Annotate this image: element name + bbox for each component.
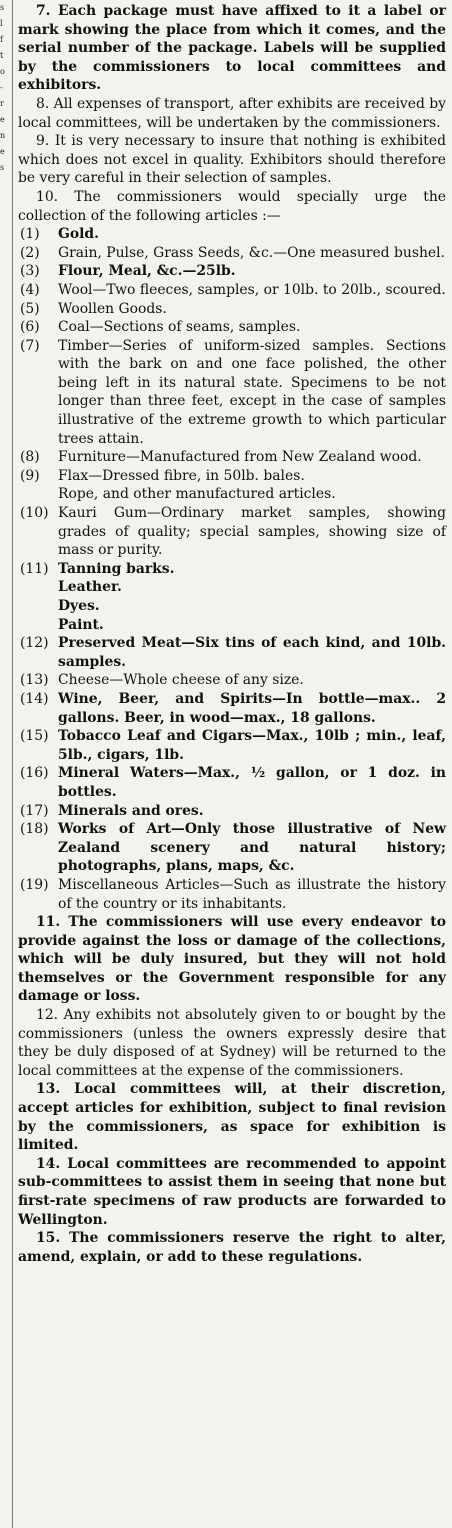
item-number: (17)	[20, 802, 49, 819]
regulation-paragraph	[18, 1155, 446, 1229]
margin-letter: o	[0, 67, 5, 76]
regulations-article	[18, 2, 446, 1266]
item-number: (3)	[20, 263, 40, 280]
paragraph-text: Local committees will, at their discretion, accept articles for exhibition, subject to final revision by the commissioners, as space for exhibition is limited.	[18, 1081, 446, 1154]
item-number: (12)	[20, 635, 49, 652]
regulation-paragraph	[18, 95, 446, 132]
item-text: Minerals and ores.	[58, 802, 204, 819]
item-number: (18)	[20, 821, 49, 838]
article-item	[18, 634, 446, 671]
article-item	[18, 504, 446, 560]
item-text: Woollen Goods.	[58, 300, 167, 317]
regulation-paragraph	[18, 188, 446, 225]
paragraph-number: 8.	[36, 95, 50, 112]
regulation-paragraph	[18, 913, 446, 1006]
item-text: Gold.	[58, 226, 99, 243]
paragraph-number: 7.	[36, 3, 51, 19]
margin-letter: f	[0, 35, 3, 44]
item-text: Works of Art—Only those illustrative of New Zealand scenery and natural history; photographs, plans, maps, &c.	[58, 821, 446, 875]
item-text: Leather.	[58, 579, 122, 596]
regulation-paragraph	[18, 1080, 446, 1154]
item-text: Wine, Beer, and Spirits—In bottle—max.. 2 gallons. Beer, in wood—max., 18 gallons.	[58, 690, 446, 726]
article-item	[18, 764, 446, 801]
adjacent-column-fragment	[0, 0, 10, 210]
margin-letter: l	[0, 19, 3, 28]
item-text: Dyes.	[58, 598, 100, 614]
regulation-paragraph	[18, 2, 446, 95]
article-item	[18, 820, 446, 876]
item-number: (11)	[20, 560, 49, 577]
article-item	[18, 690, 446, 727]
item-number: (9)	[20, 467, 40, 484]
regulation-paragraph	[18, 132, 446, 188]
item-number: (10)	[20, 505, 49, 522]
item-text: Flax—Dressed fibre, in 50lb. bales.	[58, 467, 305, 484]
regulation-paragraph	[18, 1006, 446, 1080]
margin-letter: s	[0, 3, 5, 12]
item-number: (1)	[20, 226, 40, 243]
article-item	[18, 337, 446, 449]
item-text: Mineral Waters—Max., ½ gallon, or 1 doz. in bottles.	[58, 765, 446, 800]
article-item	[18, 244, 446, 263]
article-item	[18, 262, 446, 281]
margin-letter: r	[0, 99, 4, 108]
column-rule	[12, 0, 13, 1528]
margin-letter: -	[0, 83, 3, 92]
paragraph-text: Any exhibits not absolutely given to or bought by the commissioners (unless the owners expressly desire that they be duly disposed of at Sydney) will be returned to the local committees at the expense of the commissioners.	[18, 1007, 446, 1079]
article-item	[18, 671, 446, 690]
margin-letter: e	[0, 115, 5, 124]
item-text: Paint.	[58, 616, 104, 633]
item-number: (6)	[20, 319, 40, 336]
article-item	[18, 448, 446, 467]
item-number: (13)	[20, 672, 49, 689]
item-text: Furniture—Manufactured from New Zealand wood.	[58, 449, 422, 466]
margin-letter: s	[0, 163, 5, 172]
paragraph-text: Local committees are recommended to appoint sub-committees to assist them in seeing that none but first-rate specimens of raw products are forwarded to Wellington.	[18, 1155, 446, 1228]
regulation-paragraph	[18, 1229, 446, 1266]
item-text: Grain, Pulse, Grass Seeds, &c.—One measured bushel.	[58, 244, 445, 261]
item-text: Tanning barks.	[58, 560, 175, 577]
paragraph-text: The commissioners will use every endeavor to provide against the loss or damage of the collections, which will be duly insured, but they will not hold themselves or the Government responsible for any damage or loss.	[18, 914, 446, 1005]
item-text: Coal—Sections of seams, samples.	[58, 319, 301, 336]
paragraph-number: 13.	[36, 1081, 61, 1098]
article-item	[18, 318, 446, 337]
article-item	[18, 876, 446, 913]
paragraphs-bottom	[18, 913, 446, 1266]
paragraphs-top	[18, 2, 446, 225]
paragraph-number: 12.	[36, 1007, 59, 1024]
paragraph-number: 15.	[36, 1230, 61, 1247]
item-number: (16)	[20, 765, 49, 782]
item-text: Preserved Meat—Six tins of each kind, and 10lb. samples.	[58, 635, 446, 670]
item-number: (15)	[20, 728, 49, 745]
item-number: (19)	[20, 876, 49, 893]
item-number: (4)	[20, 281, 40, 298]
paragraph-text: The commissioners would specially urge the collection of the following articles :—	[18, 188, 446, 224]
article-item	[18, 300, 446, 319]
item-number: (5)	[20, 300, 40, 317]
item-number: (7)	[20, 337, 40, 354]
margin-letter: n	[0, 131, 6, 140]
article-list	[18, 225, 446, 913]
article-item	[18, 225, 446, 244]
paragraph-text: All expenses of transport, after exhibits are received by local committees, will be undertaken by the commissioners.	[18, 95, 446, 131]
paragraph-number: 10.	[36, 188, 59, 205]
article-item	[18, 727, 446, 764]
item-text: Rope, and other manufactured articles.	[58, 486, 336, 503]
item-number: (2)	[20, 244, 40, 261]
paragraph-text: The commissioners reserve the right to alter, amend, explain, or add to these regulations.	[18, 1230, 446, 1265]
paragraph-number: 11.	[36, 914, 61, 931]
item-text: Tobacco Leaf and Cigars—Max., 10lb ; min., leaf, 5lb., cigars, 1lb.	[58, 728, 446, 763]
article-item	[18, 560, 446, 634]
item-text: Miscellaneous Articles—Such as illustrate the history of the country or its inhabitants.	[58, 876, 446, 912]
item-text: Flour, Meal, &c.—25lb.	[58, 263, 236, 280]
item-number: (8)	[20, 449, 40, 466]
paragraph-text: It is very necessary to insure that nothing is exhibited which does not excel in quality. Exhibitors should therefore be very careful in their selection of samples.	[18, 133, 446, 187]
item-text: Wool—Two fleeces, samples, or 10lb. to 20lb., scoured.	[58, 281, 446, 298]
margin-letter: e	[0, 147, 5, 156]
item-text: Cheese—Whole cheese of any size.	[58, 672, 304, 689]
item-text: Timber—Series of uniform-sized samples. Sections with the bark on and one face polished, the other being left in its natural state. Specimens to be not longer than three feet, except in the case of samples illustrative of the extreme growth to which particular trees attain.	[58, 337, 446, 447]
article-item	[18, 467, 446, 504]
item-number: (14)	[20, 690, 49, 707]
article-item	[18, 802, 446, 821]
margin-letter: t	[0, 51, 4, 60]
item-text: Kauri Gum—Ordinary market samples, showing grades of quality; special samples, showing size of mass or purity.	[58, 505, 446, 559]
article-item	[18, 281, 446, 300]
paragraph-number: 9.	[36, 133, 50, 150]
paragraph-number: 14.	[36, 1155, 61, 1172]
paragraph-text: Each package must have affixed to it a label or mark showing the place from which it comes, and the serial number of the package. Labels will be supplied by the commissioners to local committees and exhibitors.	[18, 3, 446, 94]
